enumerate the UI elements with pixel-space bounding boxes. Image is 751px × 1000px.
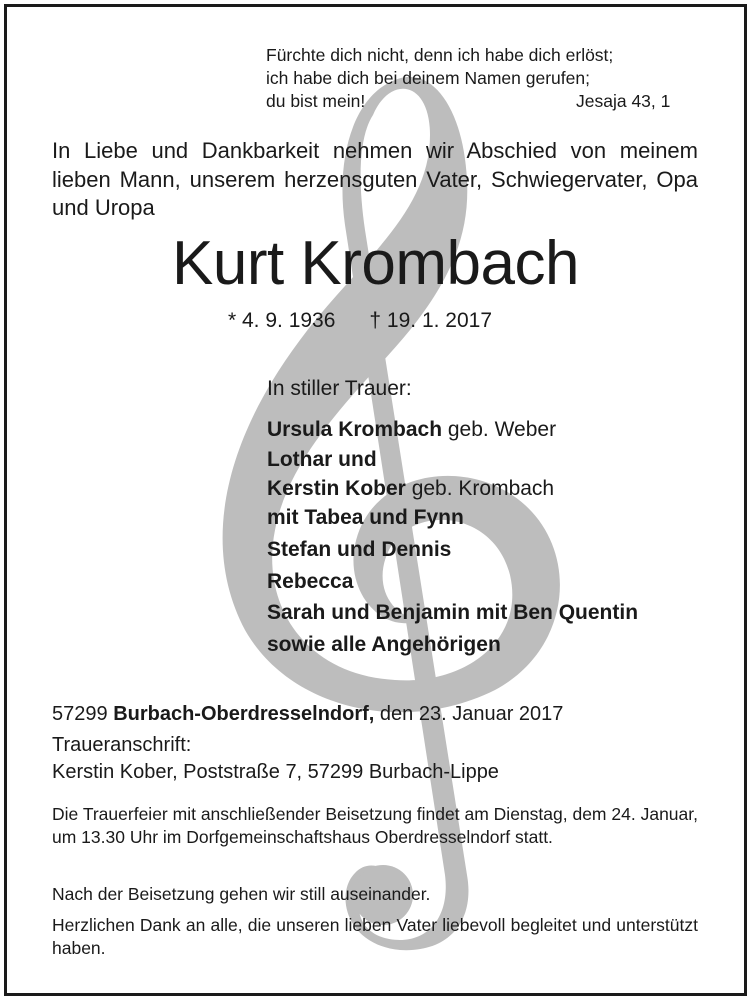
mourner-line: mit Tabea und Fynn (267, 506, 464, 529)
place-and-date (52, 703, 563, 726)
bible-verse (266, 44, 671, 113)
mourner-line: Rebecca (267, 570, 354, 593)
death-date: † 19. 1. 2017 (369, 309, 493, 332)
birth-date: * 4. 9. 1936 (228, 309, 336, 332)
mourner-line: Sarah und Benjamin mit Ben Quentin (267, 601, 639, 624)
mourners-heading: In stiller Trauer: (267, 377, 412, 400)
mourning-address: Kerstin Kober, Poststraße 7, 57299 Burbach-Lippe (52, 761, 499, 783)
deceased-name: Kurt Krombach (171, 229, 579, 298)
verse-line-3: du bist mein! (266, 91, 366, 111)
verse-line-2: ich habe dich bei deinem Namen gerufen; (266, 68, 590, 88)
zip-code: 57299 (52, 703, 108, 725)
farewell-notice: Nach der Beisetzung gehen wir still auseinander. (52, 884, 431, 904)
intro-text: In Liebe und Dankbarkeit nehmen wir Abschied von meinem lieben Mann, unserem herzensguten Vater, Schwiegervater, Opa und Uropa (52, 138, 698, 220)
life-dates (228, 309, 492, 333)
verse-reference: Jesaja 43, 1 (576, 91, 671, 111)
mourner-line: sowie alle Angehörigen (267, 633, 501, 656)
town: Burbach-Oberdresselndorf, (113, 703, 375, 725)
verse-line-1: Fürchte dich nicht, denn ich habe dich erlöst; (266, 45, 614, 65)
mourner-line: Kerstin Kober geb. Krombach (267, 477, 555, 500)
mourner-line: Ursula Krombach geb. Weber (267, 418, 557, 441)
thanks-notice: Herzlichen Dank an alle, die unseren lieben Vater liebevoll begleitet und unterstützt haben. (52, 915, 698, 958)
address-label: Traueranschrift: (52, 734, 192, 756)
funeral-notice: Die Trauerfeier mit anschließender Beisetzung findet am Dienstag, dem 24. Januar, um 13.30 Uhr im Dorfgemeinschaftshaus Oberdresselndorf statt. (52, 804, 698, 847)
announcement-date: den 23. Januar 2017 (379, 703, 564, 725)
mourner-line: Stefan und Dennis (267, 538, 452, 561)
mourner-line: Lothar und (267, 448, 377, 471)
